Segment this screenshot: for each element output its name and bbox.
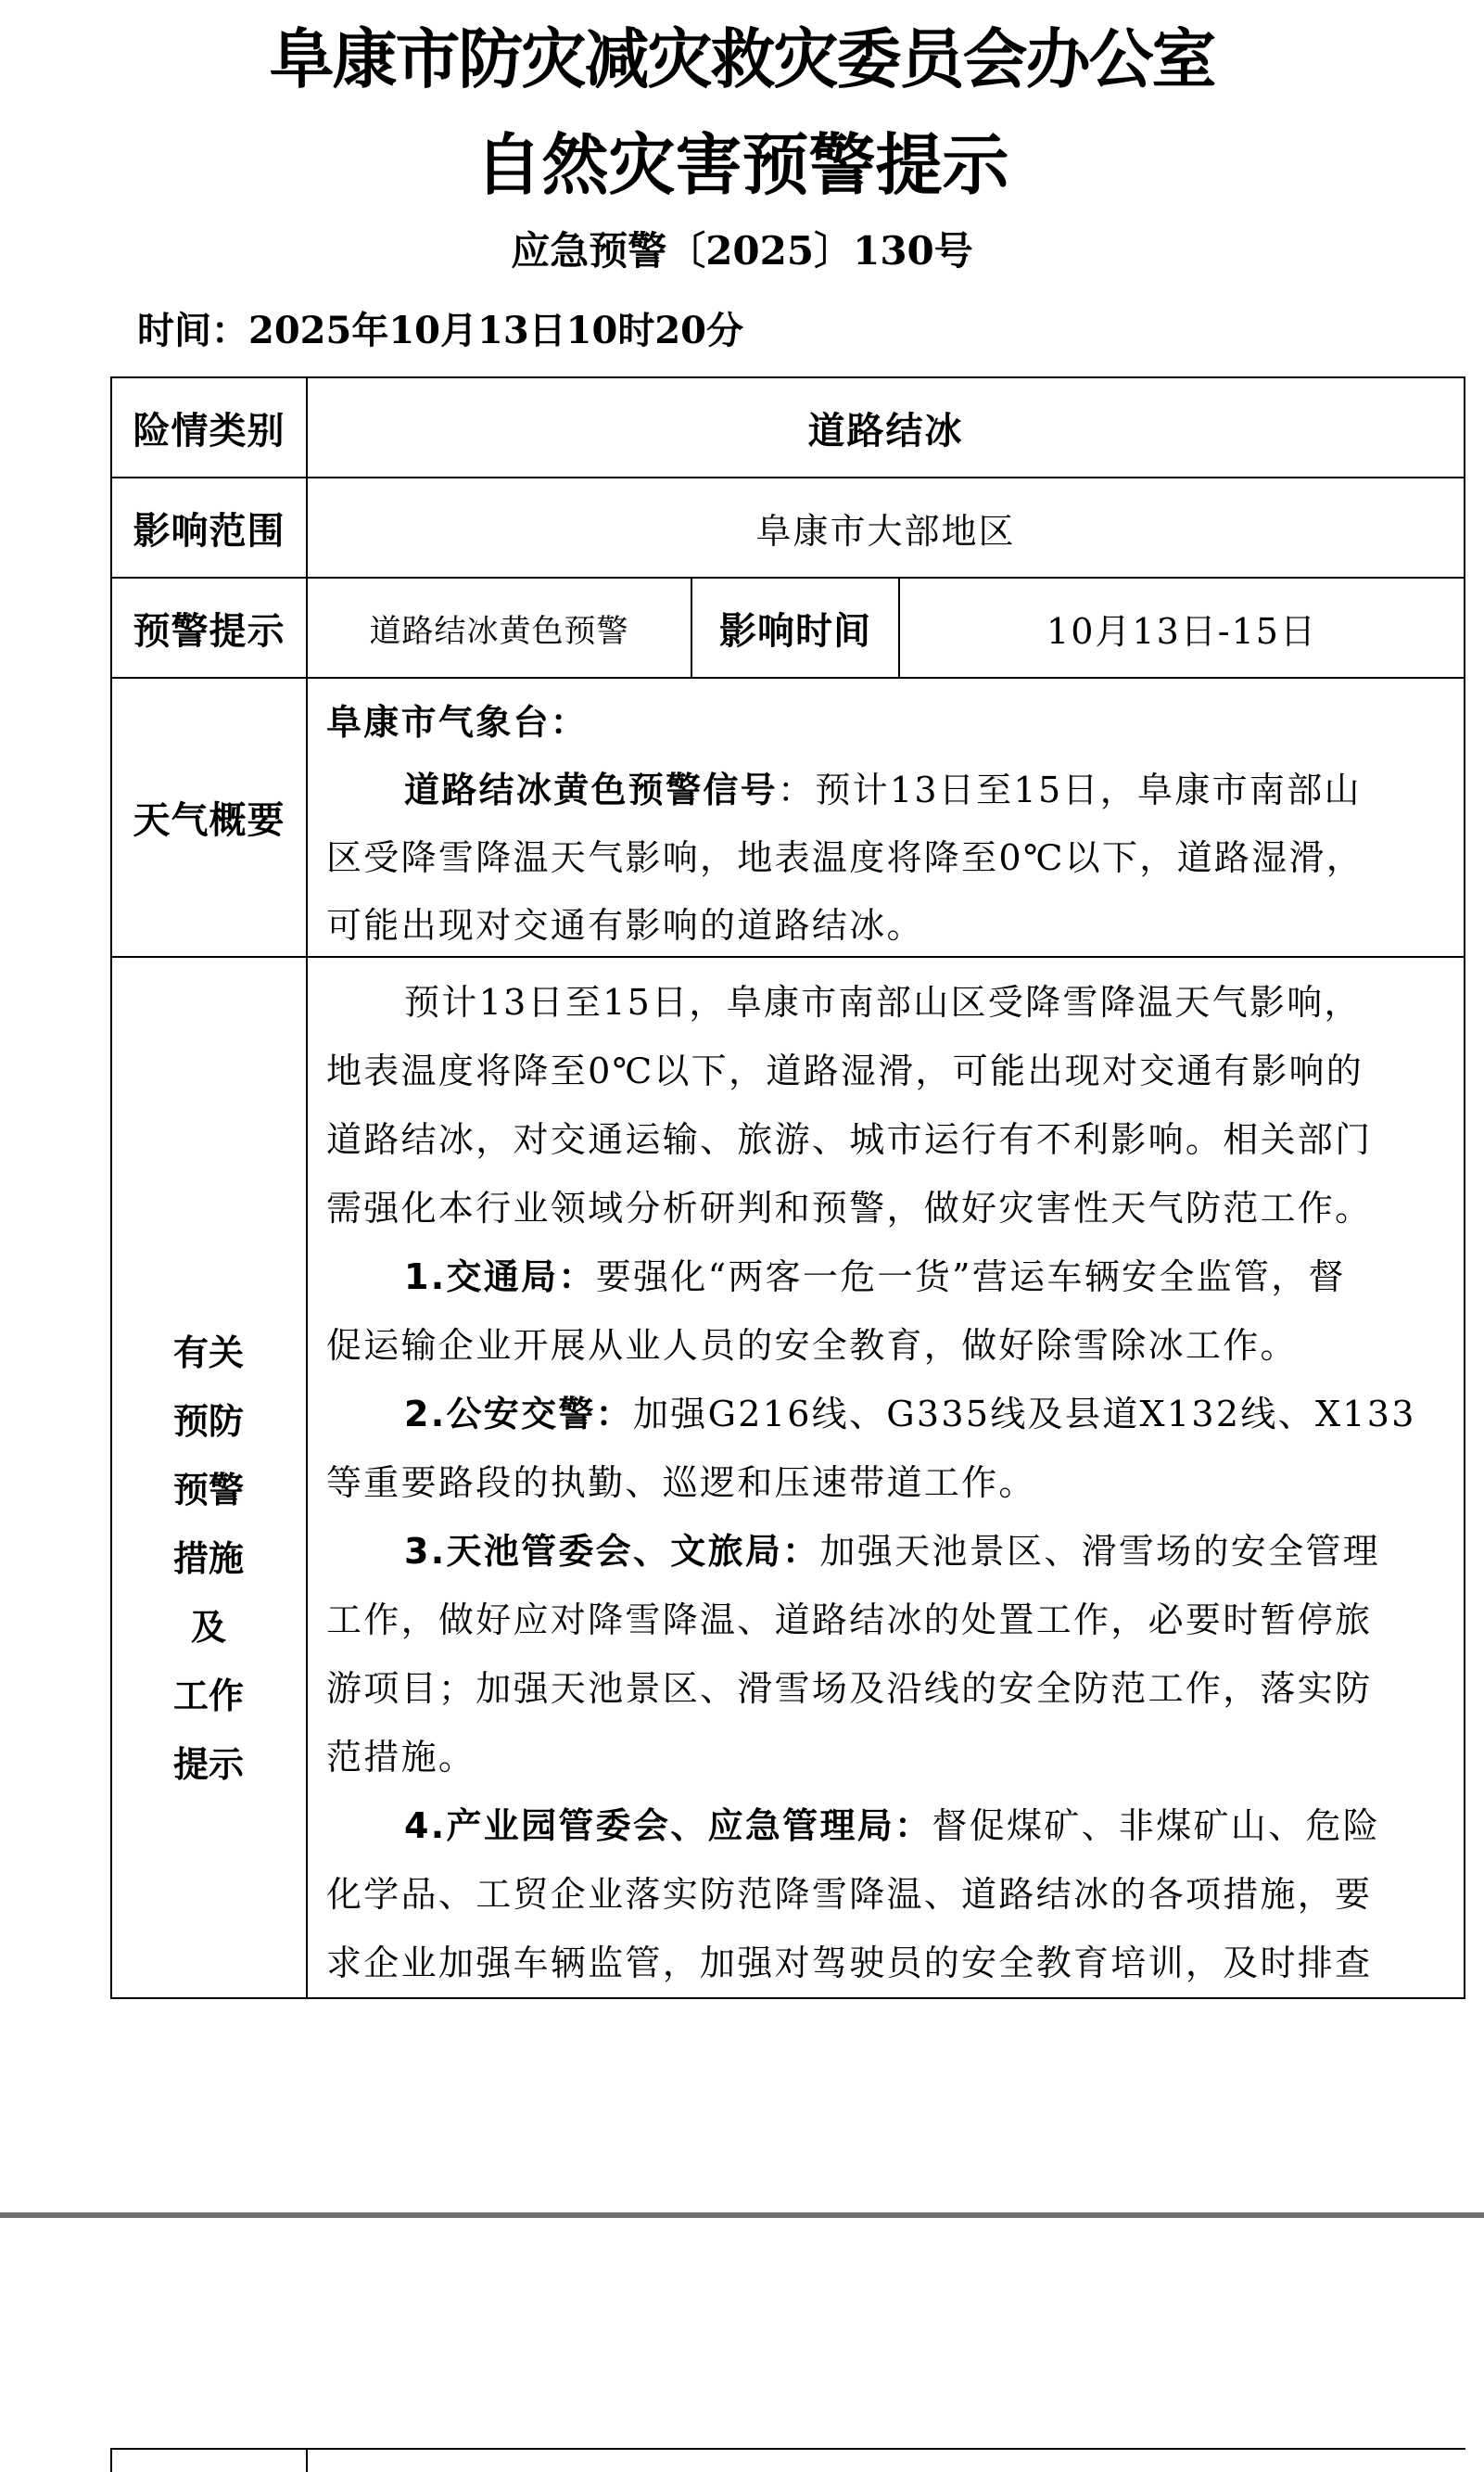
measure-item-3-line: 范措施。 bbox=[326, 1737, 476, 1778]
measures-label-line: 预警 bbox=[172, 1470, 244, 1510]
hazard-type-label: 险情类别 bbox=[133, 409, 285, 452]
document-title-line1: 阜康市防灾减灾救灾委员会办公室 bbox=[269, 21, 1215, 97]
measure-item-2-title: 2.公安交警： bbox=[404, 1394, 633, 1434]
measure-item-2 bbox=[404, 1380, 1416, 1449]
measure-item-3-line: 工作，做好应对降雪降温、道路结冰的处置工作，必要时暂停旅 bbox=[326, 1599, 1373, 1640]
measure-item-3 bbox=[404, 1517, 1380, 1586]
measure-item-1-line: 促运输企业开展从业人员的安全教育，做好除雪除冰工作。 bbox=[326, 1325, 1298, 1366]
measure-item-2-line: 等重要路段的执勤、巡逻和压速带道工作。 bbox=[326, 1462, 1036, 1503]
measures-label-line: 工作 bbox=[172, 1676, 244, 1716]
measure-item-1-text: 要强化“两客一危一货”营运车辆安全监管，督 bbox=[595, 1256, 1346, 1297]
measure-item-1 bbox=[404, 1242, 1346, 1312]
weather-source-text: 阜康市气象台： bbox=[326, 702, 589, 743]
impact-time-label: 影响时间 bbox=[719, 609, 871, 653]
weather-source bbox=[326, 688, 588, 758]
table-row-divider bbox=[110, 677, 1465, 679]
next-page-table-border-left bbox=[110, 2448, 112, 2472]
measure-item-1-title: 1.交通局： bbox=[404, 1256, 596, 1297]
weather-line: 区受降雪降温天气影响，地表温度将降至0℃以下，道路湿滑， bbox=[326, 837, 1364, 878]
impact-scope-value: 阜康市大部地区 bbox=[755, 510, 1016, 552]
measure-item-4-text: 督促煤矿、非煤矿山、危险 bbox=[932, 1805, 1380, 1846]
warning-value: 道路结冰黄色预警 bbox=[369, 612, 629, 650]
measures-label-line: 及 bbox=[190, 1607, 226, 1648]
document-title-line2: 自然灾害预警提示 bbox=[475, 126, 1009, 204]
measures-intro-line: 地表温度将降至0℃以下，道路湿滑，可能出现对交通有影响的 bbox=[326, 1051, 1364, 1091]
measure-item-3-title: 3.天池管委会、文旅局： bbox=[404, 1531, 820, 1572]
weather-signal-title: 道路结冰黄色预警信号 bbox=[404, 770, 779, 810]
weather-line: 可能出现对交通有影响的道路结冰。 bbox=[326, 905, 924, 946]
measures-label-line: 有关 bbox=[172, 1332, 244, 1373]
measures-label-line: 预防 bbox=[172, 1401, 244, 1442]
impact-scope-label: 影响范围 bbox=[133, 509, 285, 553]
measure-item-2-text: 加强G216线、G335线及县道X132线、X133 bbox=[632, 1394, 1416, 1434]
measure-item-4 bbox=[404, 1791, 1380, 1861]
hazard-type-value: 道路结冰 bbox=[807, 409, 964, 452]
measures-label-line: 提示 bbox=[172, 1744, 244, 1785]
measure-item-4-line: 求企业加强车辆监管，加强对驾驶员的安全教育培训，及时排查 bbox=[326, 1943, 1373, 1983]
measure-item-3-text: 加强天池景区、滑雪场的安全管理 bbox=[819, 1531, 1380, 1572]
weather-signal-line bbox=[404, 756, 1362, 825]
next-page-table-label-divider bbox=[306, 2448, 308, 2472]
weather-signal-text: ：预计13日至15日，阜康市南部山 bbox=[778, 770, 1362, 810]
measure-item-4-title: 4.产业园管委会、应急管理局： bbox=[404, 1805, 932, 1846]
impact-time-value: 10月13日-15日 bbox=[1046, 610, 1317, 652]
warning-label: 预警提示 bbox=[133, 609, 285, 653]
measures-intro-line: 需强化本行业领域分析研判和预警，做好灾害性天气防范工作。 bbox=[326, 1188, 1373, 1229]
document-number: 应急预警〔2025〕130号 bbox=[511, 228, 973, 274]
measure-item-4-line: 化学品、工贸企业落实防范降雪降温、道路结冰的各项措施，要 bbox=[326, 1874, 1373, 1915]
weather-summary-label: 天气概要 bbox=[133, 799, 285, 842]
table-border-right bbox=[1464, 376, 1465, 1999]
page-divider bbox=[0, 2212, 1484, 2218]
next-page-table-border-top bbox=[110, 2448, 1465, 2450]
measures-intro-line: 道路结冰，对交通运输、旅游、城市运行有不利影响。相关部门 bbox=[326, 1119, 1373, 1160]
measures-label-line: 措施 bbox=[172, 1538, 244, 1579]
measures-intro-line: 预计13日至15日，阜康市南部山区受降雪降温天气影响， bbox=[404, 982, 1362, 1023]
measure-item-3-line: 游项目；加强天池景区、滑雪场及沿线的安全防范工作，落实防 bbox=[326, 1668, 1373, 1709]
issue-time: 时间：2025年10月13日10时20分 bbox=[137, 309, 743, 352]
